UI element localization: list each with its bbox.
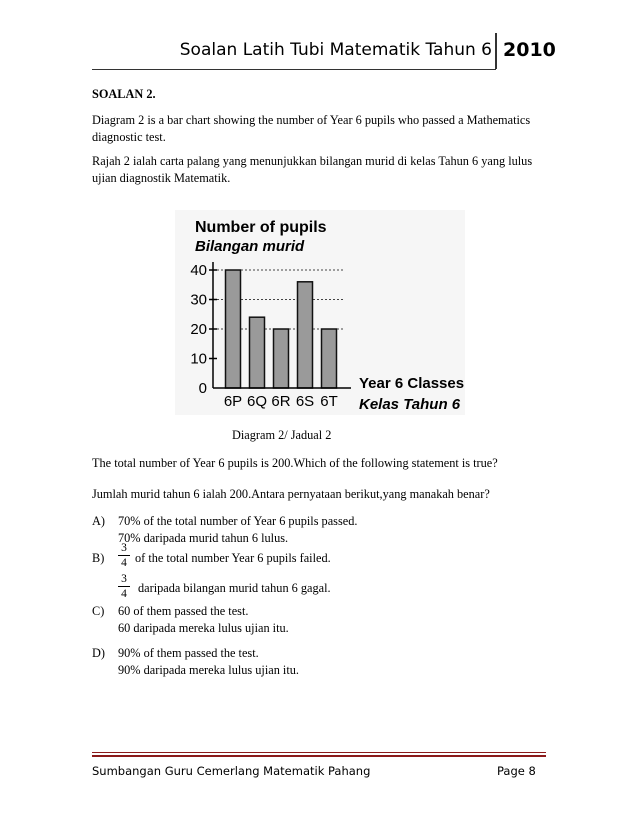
option-d-english: 90% of them passed the test. bbox=[118, 646, 259, 660]
option-a-letter: A) bbox=[92, 514, 105, 528]
chart-caption: Diagram 2/ Jadual 2 bbox=[232, 428, 332, 442]
bar-6q bbox=[250, 317, 265, 388]
footer-rule-thin bbox=[92, 752, 546, 753]
bar-chart-svg bbox=[175, 210, 465, 415]
x-tick-label: 6P bbox=[223, 393, 243, 410]
option-c-malay: 60 daripada mereka lulus ujian itu. bbox=[118, 621, 289, 635]
option-b-letter: B) bbox=[92, 551, 105, 565]
y-tick-label: 0 bbox=[198, 380, 207, 397]
fraction-denominator: 4 bbox=[121, 557, 127, 569]
y-tick-label: 20 bbox=[190, 321, 207, 338]
fraction-numerator: 3 bbox=[121, 573, 127, 585]
x-axis-label-malay: Kelas Tahun 6 bbox=[359, 396, 461, 413]
option-b-fraction-malay bbox=[118, 573, 130, 600]
option-d-letter: D) bbox=[92, 646, 105, 660]
question-number: SOALAN 2. bbox=[92, 87, 156, 101]
bar-chart bbox=[175, 210, 465, 415]
option-d-malay: 90% daripada mereka lulus ujian itu. bbox=[118, 663, 299, 677]
bar-6t bbox=[322, 329, 337, 388]
bar-6p bbox=[226, 270, 241, 388]
fraction-numerator: 3 bbox=[121, 542, 127, 554]
option-b-english: of the total number Year 6 pupils failed. bbox=[135, 551, 331, 565]
intro-english: Diagram 2 is a bar chart showing the number of Year 6 pupils who passed a Mathematics diagnostic test. bbox=[92, 113, 531, 144]
fraction-bar bbox=[118, 586, 130, 587]
x-tick-label: 6R bbox=[271, 393, 291, 410]
footer-rule-thick bbox=[92, 755, 546, 757]
header-rule bbox=[92, 69, 496, 70]
header-separator bbox=[495, 33, 497, 69]
x-tick-label: 6T bbox=[320, 393, 338, 410]
x-axis-label: Year 6 Classes bbox=[359, 375, 465, 392]
y-tick-label: 40 bbox=[190, 262, 207, 279]
y-tick-label: 10 bbox=[190, 350, 207, 368]
chart-subtitle: Bilangan murid bbox=[195, 238, 305, 255]
fraction-bar bbox=[118, 555, 130, 556]
option-b-malay: daripada bilangan murid tahun 6 gagal. bbox=[138, 581, 331, 595]
bar-6s bbox=[298, 282, 313, 388]
option-c-letter: C) bbox=[92, 604, 105, 618]
option-a-malay: 70% daripada murid tahun 6 lulus. bbox=[118, 531, 289, 545]
option-a-english: 70% of the total number of Year 6 pupils passed. bbox=[118, 514, 358, 528]
header-title: Soalan Latih Tubi Matematik Tahun 6 bbox=[179, 40, 492, 60]
chart-title: Number of pupils bbox=[195, 219, 327, 236]
x-tick-label: 6S bbox=[295, 393, 315, 410]
option-b-fraction bbox=[118, 542, 130, 569]
bar-6r bbox=[274, 329, 289, 388]
stem-english: The total number of Year 6 pupils is 200.Which of the following statement is true? bbox=[92, 456, 498, 470]
footer-left-text: Sumbangan Guru Cemerlang Matematik Pahang bbox=[92, 764, 371, 778]
header-year: 2010 bbox=[503, 39, 556, 61]
x-tick-label: 6Q bbox=[246, 393, 268, 410]
intro-malay: Rajah 2 ialah carta palang yang menunjukkan bilangan murid di kelas Tahun 6 yang lulus ujian diagnostik Matematik. bbox=[92, 154, 533, 185]
fraction-denominator: 4 bbox=[121, 588, 127, 600]
y-tick-label: 30 bbox=[190, 291, 207, 309]
option-c-english: 60 of them passed the test. bbox=[118, 604, 249, 618]
page-number: Page 8 bbox=[497, 764, 536, 778]
stem-malay: Jumlah murid tahun 6 ialah 200.Antara pernyataan berikut,yang manakah benar? bbox=[92, 487, 490, 501]
